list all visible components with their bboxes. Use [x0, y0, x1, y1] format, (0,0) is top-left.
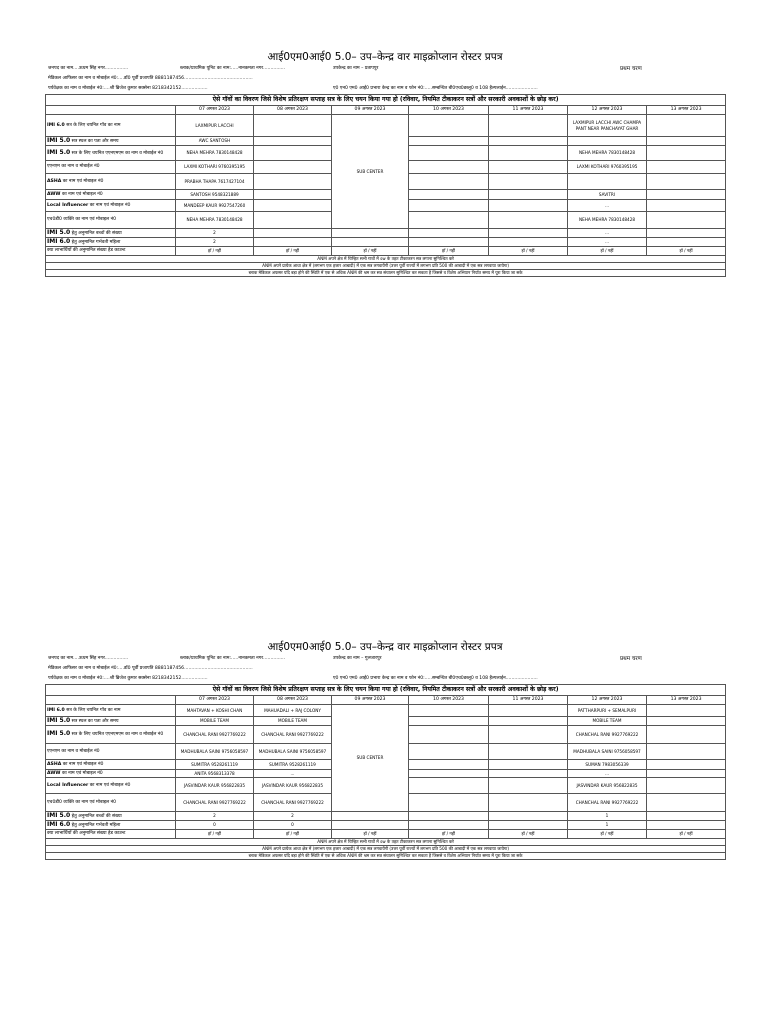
table-row: IMI 5.0 सत्र स्थल का पता और समय MOBILE TEAM MOBILE TEAM MOBILE TEAM [46, 717, 726, 726]
cell: LAXMIPUR LACCHI AWC CHAMPA PANT NEAR PANCHAYAT GHAR [568, 115, 647, 137]
cell: CHANCHAL RANI 9927769222 [176, 794, 254, 812]
subcenter-field: उपकेन्द्र का नाम – गुलजारपुर [333, 656, 382, 661]
officer-field: मेडिकल आफिसर का नाम व मोबाईल नं0:....डॉ0 पूर्वी प्रजापति 8881187456............................................... [48, 76, 253, 81]
table-row: IMI 5.0 सत्र के लिए चयनित एएनएमएम का नाम व मोबाईल नं0 NEHA MEHRA 7830148428 NEHA MEHRA 7830148428 [46, 146, 726, 161]
cell: SUMITRA 9528261119 [176, 760, 254, 770]
header-line-1 [45, 654, 725, 664]
cell [254, 174, 332, 190]
header-line-2 [45, 664, 725, 674]
cell: SUMAN 7983056339 [568, 760, 647, 770]
date-col-5: 12 अगस्त 2023 [568, 106, 647, 115]
table-row: IMI 5.0 हेतु अनुमानित बच्चों की संख्या 2 2 1 [46, 812, 726, 821]
cell: 2 [254, 812, 332, 821]
footer-note-1: ANM अपने क्षेत्र में चिन्हित सभी गावों में sw के तहत टीकाकरन सत्र लगाना सुनिश्चित करे [46, 839, 726, 846]
cell: 0 [176, 821, 254, 830]
table-row: Local Influencer का नाम एवं मोबाइल नं0 JASVINDAR KAUR 956822835 JASVINDAR KAUR 956822835 JASVINDAR KAUR 956822835 [46, 778, 726, 794]
cell: MOBILE TEAM [176, 717, 254, 726]
footer-note-1: ANM अपने क्षेत्र में चिन्हित सभी गावों में sw के तहत टीकाकरन सत्र लगाना सुनिश्चित करे [46, 256, 726, 263]
date-col-3: 10 अगस्त 2023 [409, 696, 489, 705]
cell: NEHA MEHRA 7830148428 [176, 146, 254, 161]
cell: MADHUBALA SAINI 9756058597 [568, 744, 647, 760]
table-row: IMI 5.0 सत्र के लिए चयनित एएनएमएम का नाम व मोबाईल नं0 CHANCHAL RANI 9927769222 CHANCHAL RANI 9927769222 CHANCHAL RANI 9927769222 [46, 726, 726, 744]
cell: ... [254, 770, 332, 778]
cell: MOBILE TEAM [568, 717, 647, 726]
cell: 2 [176, 238, 254, 247]
header-line-3 [45, 84, 725, 94]
cell: LAXMI KOTHARI 9760395195 [176, 161, 254, 174]
cell: CHANCHAL RANI 9927769222 [254, 794, 332, 812]
cell [254, 212, 332, 229]
cell [254, 115, 332, 137]
cell: AWC SANTOSH [176, 137, 254, 146]
cell: JASVINDAR KAUR 956822835 [176, 778, 254, 794]
cell: 1 [568, 812, 647, 821]
cell: NEHA MEHRA 7830148428 [568, 146, 647, 161]
cell: ... [568, 229, 647, 238]
cell: CHANCHAL RANI 9927769222 [568, 726, 647, 744]
sub-center-cell: SUB CENTER [332, 705, 409, 812]
table-row: एच0डी0 व्यक्ति का नाम एवं मोबाइल नं0 NEHA MEHRA 7830148428 NEHA MEHRA 7830148428 [46, 212, 726, 229]
cell [254, 200, 332, 212]
table-row: IMI 6.0 हेतु अनुमानित गर्भवती महिला 0 0 1 [46, 821, 726, 830]
form-title: आई0एम0आई0 5.0– उप–केन्द्र वार माइक्रोप्लान रोस्टर प्रपत्र [267, 641, 503, 653]
cell [568, 174, 647, 190]
subcenter-field: उपकेन्द्र का नाम – प्रतापपुर [333, 66, 379, 71]
date-col-5: 12 अगस्त 2023 [568, 696, 647, 705]
cell [254, 161, 332, 174]
cell: JASVINDAR KAUR 956822835 [568, 778, 647, 794]
date-col-1: 08 अगस्त 2023 [254, 696, 332, 705]
header-line-3 [45, 674, 725, 684]
date-col-4: 11 अगस्त 2023 [489, 106, 568, 115]
cell: JASVINDAR KAUR 956822835 [254, 778, 332, 794]
table-row: IMI 6.0 सत्र के लिए चयनित गॉव का नाम LAXMIPUR LACCHI SUB CENTER LAXMIPUR LACCHI AWC CHAMPA PANT NEAR PANCHAYAT GHAR [46, 115, 726, 137]
cell: 2 [176, 229, 254, 238]
table-row: IMI 5.0 हेतु अनुमानित बच्चों की संख्या 2 ... [46, 229, 726, 238]
block-field: ब्लाक/प्राथमिक यूनिट का नाम:.....नानकमता नगर............... [180, 656, 286, 661]
date-col-3: 10 अगस्त 2023 [409, 106, 489, 115]
table-row: AWW का नाम एवं मोबाइल नं0 SANTOSH 9548321889 SAVITRI [46, 190, 726, 200]
cell: MADHUBALA SAINI 9756058597 [176, 744, 254, 760]
table-row: IMI 6.0 हेतु अनुमानित गर्भवती महिला 2 ... [46, 238, 726, 247]
form-title: आई0एम0आई0 5.0– उप–केन्द्र वार माइक्रोप्लान रोस्टर प्रपत्र [267, 51, 503, 63]
cell: MAHUADALI + RAJ COLONY [254, 705, 332, 717]
date-col-0: 07 अगस्त 2023 [176, 106, 254, 115]
cell: 2 [176, 812, 254, 821]
cell: CHANCHAL RANI 9927769222 [254, 726, 332, 744]
table-row: एएनएम का नाम व मोबाईल नं0 MADHUBALA SAINI 9756058597 MADHUBALA SAINI 9756058597 MADHUBALA SAINI 9756058597 [46, 744, 726, 760]
cell: ANITA 9568313378 [176, 770, 254, 778]
anm-zone-field: ए0 एन0 एम0 आई0 प्रभारा केन्द्र का नाम व फोन नं0:.....सम्बन्धित बी0एच0डब्लू0 व 108 हैल्पलाईन...................... [333, 86, 538, 91]
cell: MAHTAVAN + KOSHI CHAN [176, 705, 254, 717]
table-row: IMI 6.0 सत्र के लिए चयनित गॉव का नाम MAHTAVAN + KOSHI CHAN MAHUADALI + RAJ COLONY SUB CENTER PATTHARPURI + SEMALPURI [46, 705, 726, 717]
cell: SANTOSH 9548321889 [176, 190, 254, 200]
roster-table [45, 94, 726, 277]
footer-note-2: ANM अपने प्रत्येक आधा क्षेत्र में (लगभग एक हजार आबादी) में एक सत्र लगवायेंगी (उत्तर पूर्वी राज्यों में लगभग प्रति 500 की आबादी में एक सत्र लगवाया जायेगा) [46, 846, 726, 853]
table-row: ASHA का नाम एवं मोबाइल नं0 PRABHA THAPA 7617427104 [46, 174, 726, 190]
cell: CHANCHAL RANI 9927769222 [176, 726, 254, 744]
headcount-row: क्या लाभार्थियों की अनुमानित संख्या हेड काउन्ट हॉ / नहीं हॉ / नहीं हॉ / नहीं हॉ / नहीं हॉ / नहीं हॉ / नहीं हॉ / नहीं [46, 830, 726, 839]
cell [254, 229, 332, 238]
cell: MADHUBALA SAINI 9756058597 [254, 744, 332, 760]
cell: ... [568, 238, 647, 247]
header-line-1 [45, 64, 725, 74]
date-col-2: 09 अगस्त 2023 [332, 106, 409, 115]
roster-table [45, 684, 726, 860]
cell [254, 137, 332, 146]
cell [254, 190, 332, 200]
officer-field: मेडिकल आफिसर का नाम व मोबाईल नं0:....डॉ0 पूर्वी प्रजापति 8881187456............................................... [48, 666, 253, 671]
footer-note-2: ANM अपने प्रत्येक आधा क्षेत्र में (लगभग एक हजार आबादी) में एक सत्र लगवायेंगी (उत्तर पूर्वी राज्यों में लगभग प्रति 500 की आबादी में एक सत्र लगवाया जायेगा) [46, 263, 726, 270]
cell: MANDEEP KAUR 9927547260 [176, 200, 254, 212]
table-row: AWW का नाम एवं मोबाइल नं0 ANITA 9568313378 ... ... [46, 770, 726, 778]
date-header-row [46, 106, 726, 115]
district-field: जनपद का नाम....ऊधम सिंह नगर................ [48, 66, 129, 71]
roster-sheet-1 [45, 50, 725, 277]
header-line-2 [45, 74, 725, 84]
cell: LAXMI KOTHARI 9760395195 [568, 161, 647, 174]
phase-label: प्रथम चरण [620, 66, 642, 72]
table-row: Local Influencer का नाम एवं मोबाइल नं0 MANDEEP KAUR 9927547260 ... [46, 200, 726, 212]
cell: NEHA MEHRA 7830148428 [568, 212, 647, 229]
cell: ... [568, 770, 647, 778]
table-row: एच0डी0 व्यक्ति का नाम एवं मोबाइल नं0 CHANCHAL RANI 9927769222 CHANCHAL RANI 9927769222 CHANCHAL RANI 9927769222 [46, 794, 726, 812]
cell: ... [568, 200, 647, 212]
table-row: एएनएम का नाम व मोबाईल नं0 LAXMI KOTHARI 9760395195 LAXMI KOTHARI 9760395195 [46, 161, 726, 174]
supervisor-field: पर्यवेक्षक का नाम व मोबाईल नं0:....श्री ब्रिजेश कुमार सक्सेना 8218342152.................. [48, 676, 208, 681]
selection-banner: ऐसे गॉवों का विवरण जिसे विशेष प्रतिरक्षण सप्ताह सत्र के लिए चयन किया गया हो (रविवार, नियमित टीकाकरन सत्रों और सरकारी अवकाशों के छोड़ कर) [46, 685, 726, 696]
sub-center-cell: SUB CENTER [332, 115, 409, 229]
date-col-2: 09 अगस्त 2023 [332, 696, 409, 705]
cell: 0 [254, 821, 332, 830]
table-row: IMI 5.0 सत्र स्थल का पता और समय AWC SANTOSH [46, 137, 726, 146]
district-field: जनपद का नाम....ऊधम सिंह नगर................ [48, 656, 129, 661]
cell: SAVITRI [568, 190, 647, 200]
cell: LAXMIPUR LACCHI [176, 115, 254, 137]
supervisor-field: पर्यवेक्षक का नाम व मोबाईल नं0:....श्री ब्रिजेश कुमार सक्सेना 8218342152.................. [48, 86, 208, 91]
date-col-4: 11 अगस्त 2023 [489, 696, 568, 705]
footer-note-3: ब्लाक मेडिकल अफसर यदि बड़ा होने की स्थिति में एक से अधिक ANM की भ्रम कर सत्र संचालन सुनिश्चित कर सकता है जिससे व विशेष अभियान निर्यात समय में पूरा किया जा सके [46, 270, 726, 277]
table-row: ASHA का नाम एवं मोबाइल नं0 SUMITRA 9528261119 SUMITRA 9528261119 SUMAN 7983056339 [46, 760, 726, 770]
roster-sheet-2 [45, 640, 725, 860]
anm-zone-field: ए0 एन0 एम0 आई0 प्रभारा केन्द्र का नाम व फोन नं0:.....सम्बन्धित बी0एच0डब्लू0 व 108 हैल्पलाईन...................... [333, 676, 538, 681]
date-col-0: 07 अगस्त 2023 [176, 696, 254, 705]
date-header-row [46, 696, 726, 705]
cell [254, 146, 332, 161]
headcount-row: क्या लाभार्थियों की अनुमानित संख्या हेड काउन्ट हॉ / नहीं हॉ / नहीं हॉ / नहीं हॉ / नहीं हॉ / नहीं हॉ / नहीं हॉ / नहीं [46, 247, 726, 256]
cell: CHANCHAL RANI 9927769222 [568, 794, 647, 812]
cell: SUMITRA 9528261119 [254, 760, 332, 770]
cell: 1 [568, 821, 647, 830]
cell: MOBILE TEAM [254, 717, 332, 726]
phase-label: प्रथम चरण [620, 656, 642, 662]
date-col-6: 13 अगस्त 2023 [647, 696, 726, 705]
selection-banner: ऐसे गॉवों का विवरण जिसे विशेष प्रतिरक्षण सप्ताह सत्र के लिए चयन किया गया हो (रविवार, नियमित टीकाकरन सत्रों और सरकारी अवकाशों के छोड़ कर) [46, 95, 726, 106]
block-field: ब्लाक/प्राथमिक यूनिट का नाम:.....नानकमता नगर............... [180, 66, 286, 71]
footer-note-3: ब्लाक मेडिकल अफसर यदि बड़ा होने की स्थिति में एक से अधिक ANM की भ्रम कर सत्र संचालन सुनिश्चित कर सकता है जिससे व विशेष अभियान निर्यात समय में पूरा किया जा सके [46, 853, 726, 860]
cell: PATTHARPURI + SEMALPURI [568, 705, 647, 717]
date-col-1: 08 अगस्त 2023 [254, 106, 332, 115]
cell: NEHA MEHRA 7830148428 [176, 212, 254, 229]
cell [254, 238, 332, 247]
cell [568, 137, 647, 146]
date-col-6: 13 अगस्त 2023 [647, 106, 726, 115]
cell: PRABHA THAPA 7617427104 [176, 174, 254, 190]
